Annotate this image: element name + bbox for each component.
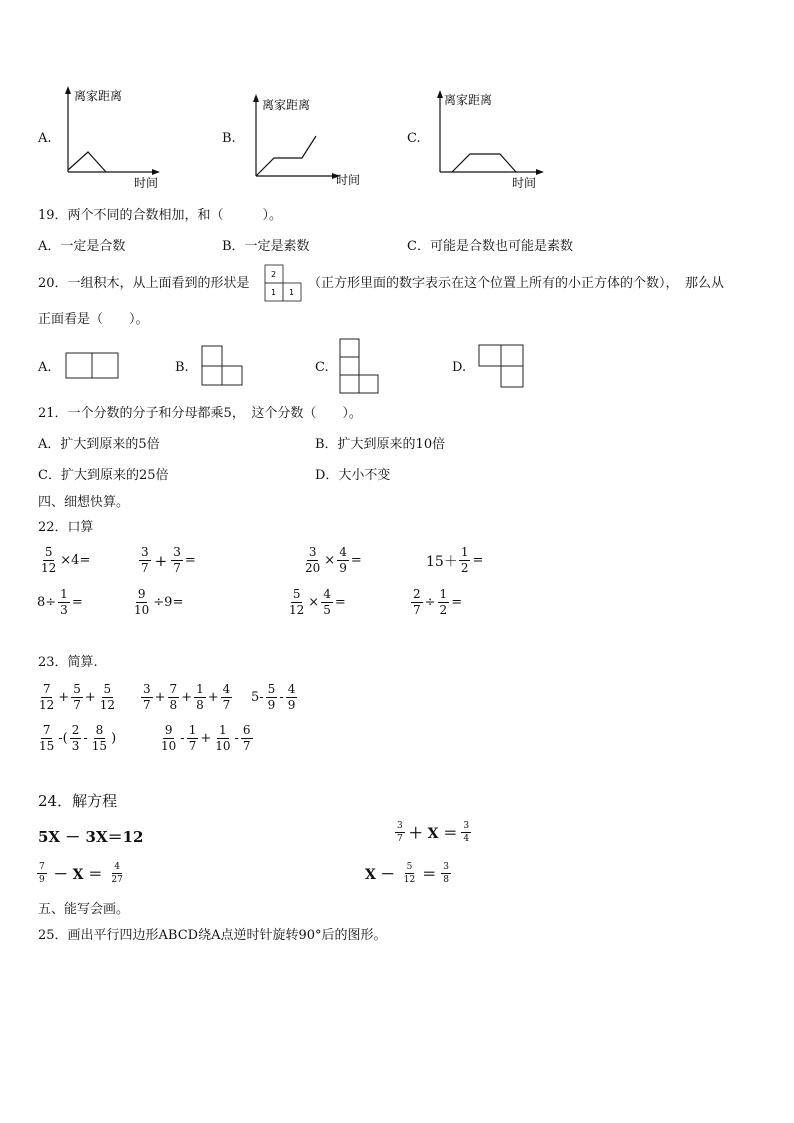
section-4-heading: 四、细想快算。 <box>38 495 130 510</box>
q20-top-view-figure <box>264 264 304 304</box>
q20-option-b: B. <box>175 360 189 375</box>
q23-expr-4: $\frac{7}{15}$ -( $\frac{2}{3}$ - $\frac{8}{15}$ ) <box>39 723 117 753</box>
q22-expr-1: $\frac{5}{12}$ ×4= <box>41 545 91 575</box>
q22-expr-8: $\frac{2}{7}$ ÷ $\frac{1}{2}$ = <box>413 587 463 617</box>
q18-option-b: B. <box>222 131 236 146</box>
q20-question-c: 正面看是（ ）。 <box>38 312 149 327</box>
q24-equation-1: 5X － 3X＝12 <box>38 828 144 846</box>
q20-option-c: C. <box>315 360 329 375</box>
q19-option-b: B．一定是素数 <box>222 239 310 254</box>
q21-option-d: D．大小不变 <box>315 468 391 483</box>
q24-equation-2: $\frac{3}{7}$ ＋ X ＝ $\frac{3}{4}$ <box>397 821 470 844</box>
q22-expr-7: $\frac{5}{12}$ × $\frac{4}{5}$ = <box>289 587 346 617</box>
q20-figure-a <box>65 352 121 380</box>
q24-title: 24．解方程 <box>38 792 118 810</box>
q22-expr-3: $\frac{3}{20}$ × $\frac{4}{9}$ = <box>305 545 362 575</box>
q18-graph-c <box>430 86 550 192</box>
q20-top-number-2: 1 <box>271 288 277 297</box>
q21-option-c: C．扩大到原来的25倍 <box>38 468 169 483</box>
q24-equation-3: $\frac{7}{9}$ － X ＝ $\frac{4}{27}$ <box>39 862 123 885</box>
q20-figure-d <box>478 344 526 390</box>
q20-question-b: （正方形里面的数字表示在这个位置上所有的小正方体的个数）， 那么从 <box>308 276 725 291</box>
q20-figure-c <box>339 338 381 396</box>
q18-a-ylabel: 离家距离 <box>74 89 123 103</box>
q18-option-c: C. <box>407 131 421 146</box>
q20-figure-b <box>201 345 245 387</box>
q19-question: 19．两个不同的合数相加，和（ ）。 <box>38 208 283 223</box>
q20-question-a: 20．一组积木，从上面看到的形状是 <box>38 276 250 291</box>
q20-option-d: D. <box>452 360 467 375</box>
q22-expr-5: 8÷ $\frac{1}{3}$ = <box>37 587 83 617</box>
q22-title: 22．口算 <box>38 520 94 535</box>
q23-expr-3: 5- $\frac{5}{9}$ - $\frac{4}{9}$ <box>251 682 296 712</box>
q25-question: 25．画出平行四边形ABCD绕A点逆时针旋转90°后的图形。 <box>38 928 387 943</box>
q20-option-a: A. <box>38 360 52 375</box>
q22-expr-2: $\frac{3}{7}$ + $\frac{3}{7}$ = <box>141 545 196 575</box>
q20-top-number-1: 2 <box>271 270 277 279</box>
q21-option-b: B．扩大到原来的10倍 <box>315 437 446 452</box>
q22-expr-4: 15＋ $\frac{1}{2}$ = <box>426 545 484 575</box>
q18-b-ylabel: 离家距离 <box>262 98 311 112</box>
q23-expr-1: $\frac{7}{12}$ + $\frac{5}{7}$ + $\frac{5}{12}$ <box>39 682 116 712</box>
section-5-heading: 五、能写会画。 <box>38 902 130 917</box>
q22-expr-6: $\frac{9}{10}$ ÷9= <box>134 587 184 617</box>
q20-top-number-3: 1 <box>289 288 295 297</box>
q18-c-xlabel: 时间 <box>512 176 537 190</box>
q18-graph-b <box>248 92 368 192</box>
q18-b-xlabel: 时间 <box>336 173 361 187</box>
q19-option-c: C．可能是合数也可能是素数 <box>407 239 573 254</box>
q23-expr-2: $\frac{3}{7}$ + $\frac{7}{8}$ + $\frac{1}{8}$ + $\frac{4}{7}$ <box>143 682 231 712</box>
q18-a-xlabel: 时间 <box>134 176 159 190</box>
q19-option-a: A．一定是合数 <box>38 239 126 254</box>
q18-c-ylabel: 离家距离 <box>444 93 493 107</box>
q21-question: 21．一个分数的分子和分母都乘5， 这个分数（ ）。 <box>38 406 362 421</box>
q18-graph-a <box>60 86 170 192</box>
q24-equation-4: X － $\frac{5}{12}$ ＝ $\frac{3}{8}$ <box>365 862 449 885</box>
q23-title: 23．简算. <box>38 655 98 670</box>
q21-option-a: A．扩大到原来的5倍 <box>38 437 160 452</box>
q18-option-a: A. <box>38 131 52 146</box>
q23-expr-5: $\frac{9}{10}$ - $\frac{1}{7}$ + $\frac{1}{10}$ - $\frac{6}{7}$ <box>161 723 251 753</box>
